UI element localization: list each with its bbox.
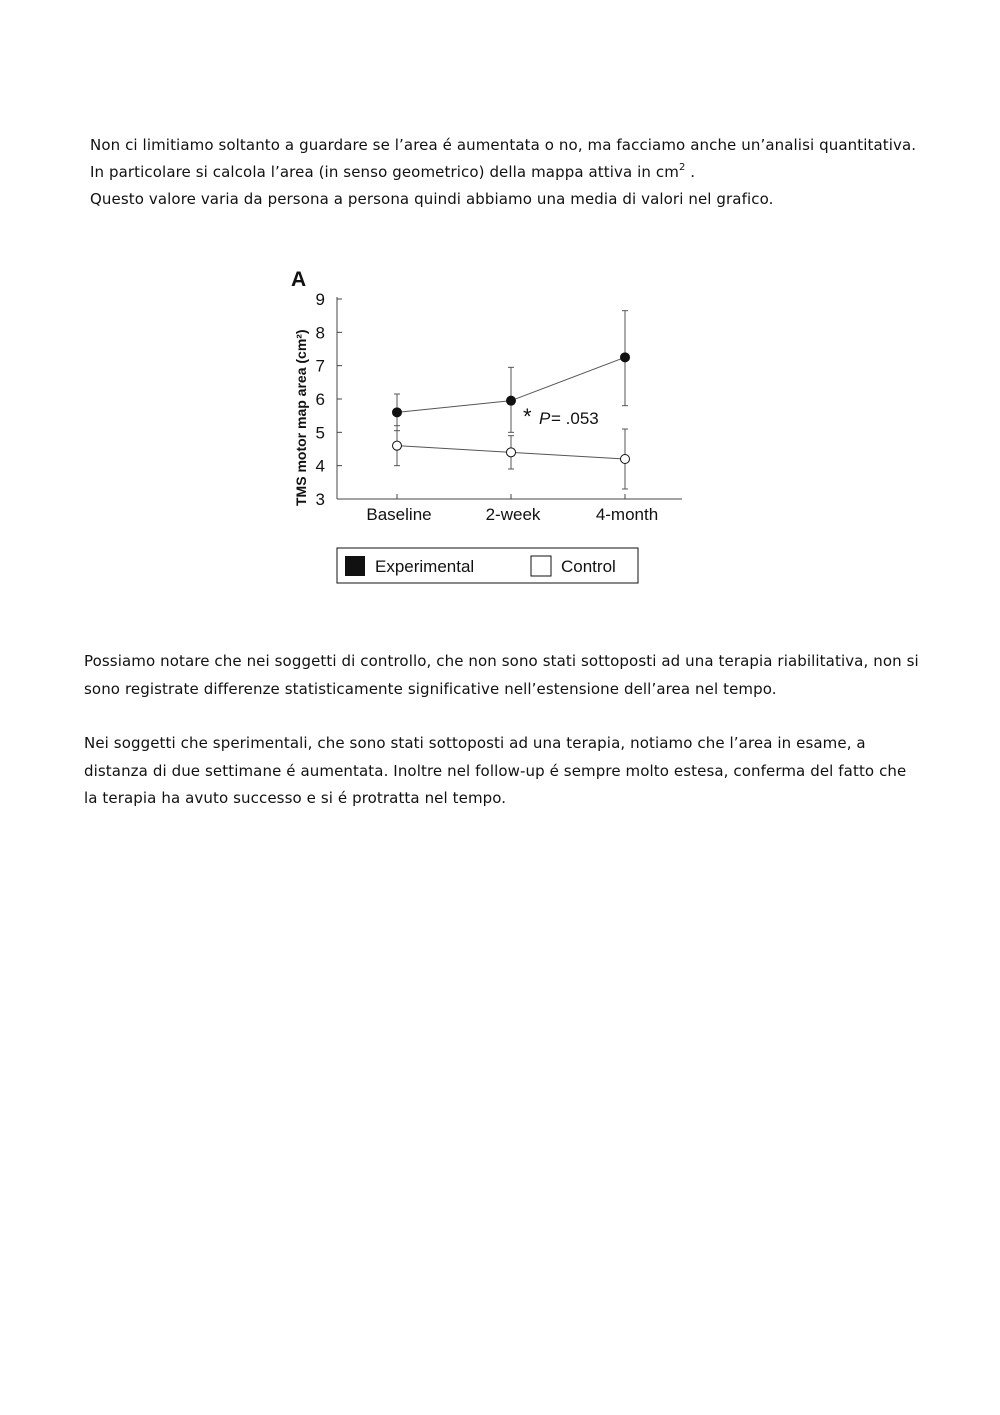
asterisk: * (523, 404, 532, 429)
y-tick-label: 7 (315, 356, 325, 376)
paragraph-experimental: Nei soggetti che sperimentali, che sono stati sottoposti ad una terapia, notiamo che l’area in esame, a distanza di due settimane é aumentata. Inoltre nel follow-up é sempre molto estesa, conferma del fatto che la terapia ha avuto successo e si é protratta nel tempo. (84, 734, 907, 807)
x-tick-label: 2-week (485, 505, 541, 524)
tms-chart-figure (285, 262, 695, 592)
x-tick-label: 4-month (595, 505, 659, 524)
y-tick-label: 8 (315, 323, 325, 343)
intro-line-2 (90, 159, 950, 186)
experimental-point (507, 396, 516, 405)
y-tick-label: 9 (315, 290, 325, 309)
panel-label: A (291, 268, 307, 291)
x-tick-label: Baseline (366, 505, 432, 524)
control-point (621, 455, 630, 464)
p-label: P (539, 409, 551, 428)
p-value-annotation (523, 404, 599, 429)
chart-marks (393, 311, 630, 489)
legend-control-swatch (531, 556, 551, 576)
y-tick-label: 6 (315, 390, 325, 409)
y-tick-label: 5 (315, 423, 325, 443)
legend-experimental-swatch (345, 556, 365, 576)
intro-line-1: Non ci limitiamo soltanto a guardare se l’area é aumentata o no, ma facciamo anche un’analisi quantitativa. (90, 136, 917, 154)
tms-line-chart (285, 262, 695, 592)
p-value: = .053 (551, 409, 599, 428)
intro-line-2-text: In particolare si calcola l’area (in senso geometrico) della mappa attiva in cm (90, 163, 679, 181)
legend-control-label: Control (561, 557, 616, 576)
intro-line-2-end: . (685, 163, 696, 181)
legend-experimental-label: Experimental (375, 557, 475, 576)
intro-line-3: Questo valore varia da persona a persona quindi abbiamo una media di valori nel grafico. (90, 190, 774, 208)
y-axis-label: TMS motor map area (cm²) (293, 329, 309, 506)
intro-text (90, 132, 950, 213)
legend (337, 548, 638, 583)
experimental-point (621, 353, 630, 362)
paragraph-control: Possiamo notare che nei soggetti di controllo, che non sono stati sottoposti ad una terapia riabilitativa, non si sono registrate differenze statisticamente significative nell’estensione dell’area nel tempo. (84, 652, 919, 698)
control-point (393, 441, 402, 450)
control-point (507, 448, 516, 457)
y-tick-label: 4 (315, 456, 325, 476)
experimental-point (393, 408, 402, 417)
y-tick-label: 3 (315, 490, 325, 509)
superscript-2: 2 (678, 162, 686, 173)
